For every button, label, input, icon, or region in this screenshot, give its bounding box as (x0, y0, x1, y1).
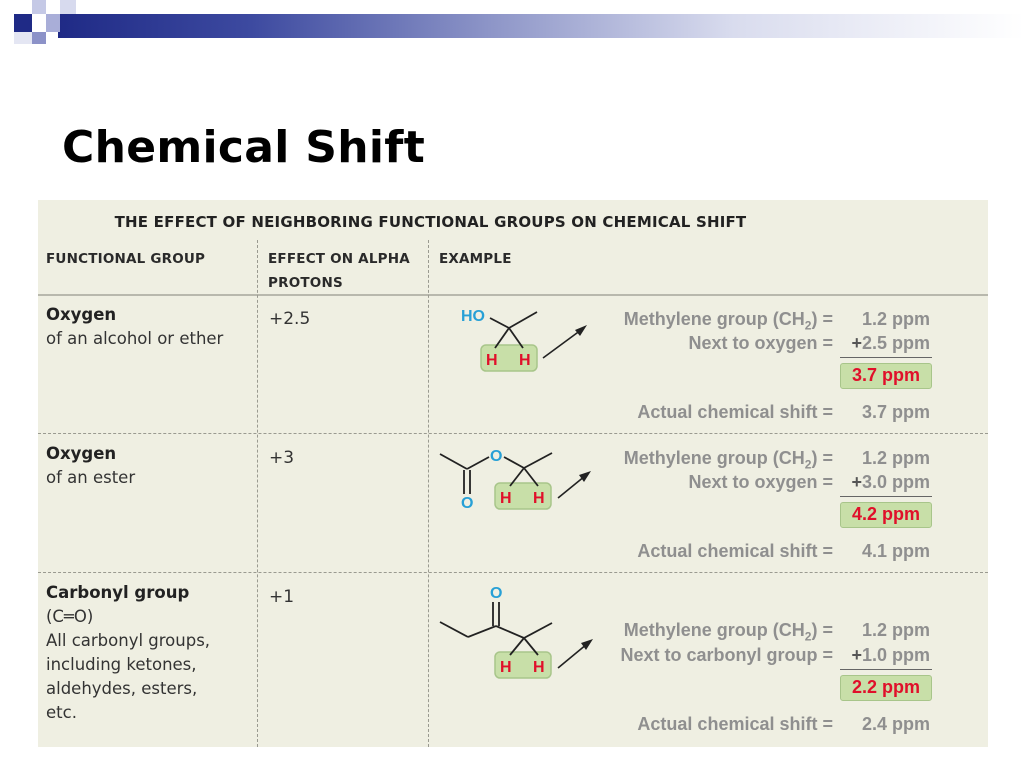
actual-shift-label: Actual chemical shift = (637, 714, 833, 734)
predicted-shift: 4.2 ppm (840, 502, 932, 528)
row-3-functional-group (46, 581, 210, 725)
group-title: Carbonyl group (46, 583, 190, 602)
neighbor-effect-value: +2.5 ppm (851, 333, 930, 353)
row-2-effect: +3 (269, 448, 295, 468)
ester-oxygen-label: O (490, 448, 503, 465)
neighbor-effect-label: Next to oxygen = (688, 472, 833, 492)
sum-rule (840, 357, 932, 358)
group-description: All carbonyl groups, (46, 631, 211, 650)
hydrogen-atom-label: H (500, 490, 512, 507)
bond (440, 454, 467, 469)
actual-shift-value: 4.1 ppm (861, 541, 930, 561)
hydrogen-atom-label: H (533, 490, 545, 507)
row-1-alcohol-structure (453, 300, 628, 380)
actual-shift-label: Actual chemical shift = (637, 402, 833, 422)
methylene-label: Methylene group $(CH_2)$ = (623, 448, 833, 472)
methylene-value: 1.2 ppm (861, 448, 930, 468)
group-title: Oxygen (46, 305, 117, 324)
table-heading: THE EFFECT OF NEIGHBORING FUNCTIONAL GROUPS ON CHEMICAL SHIFT (114, 213, 747, 231)
column-header-effect-line: PROTONS (268, 275, 343, 291)
neighbor-effect-label: Next to carbonyl group = (620, 645, 833, 665)
column-header-example: EXAMPLE (439, 251, 512, 267)
bond (509, 312, 537, 328)
deco-square (14, 14, 32, 32)
predicted-shift: 2.2 ppm (840, 675, 932, 701)
methylene-label: Methylene group $(CH_2)$ = (623, 309, 833, 333)
methylene-label: Methylene group $(CH_2)$ = (623, 620, 833, 644)
carbonyl-oxygen-label: O (490, 585, 503, 602)
actual-shift-value: 2.4 ppm (861, 714, 930, 734)
group-description: of an ester (46, 468, 136, 487)
column-divider (428, 240, 429, 747)
row-3-ketone-structure (438, 582, 628, 687)
hydrogen-atom-label: H (533, 659, 545, 676)
sum-rule (840, 669, 932, 670)
bond (440, 622, 468, 637)
group-description: including ketones, (46, 655, 197, 674)
group-title: Oxygen (46, 444, 117, 463)
row-2-functional-group (46, 442, 135, 490)
bond (524, 453, 552, 468)
row-divider (38, 433, 988, 434)
column-header-effect (268, 247, 428, 295)
deco-square (32, 32, 46, 44)
hydrogen-atom-label: H (486, 352, 498, 369)
pointer-arrow (543, 330, 581, 358)
column-divider (257, 240, 258, 747)
row-divider (38, 572, 988, 573)
deco-square (60, 0, 76, 14)
slide-title: Chemical Shift (62, 122, 426, 173)
pointer-arrow (558, 476, 585, 498)
carbonyl-oxygen-label: O (461, 495, 474, 512)
row-1-functional-group (46, 303, 223, 351)
actual-shift-label: Actual chemical shift = (637, 541, 833, 561)
methylene-value: 1.2 ppm (861, 620, 930, 640)
bond (468, 626, 496, 637)
bond (524, 623, 552, 638)
hydrogen-atom-label: H (500, 659, 512, 676)
hydrogen-atom-label: H (519, 352, 531, 369)
group-description: of an alcohol or ether (46, 329, 224, 348)
neighbor-effect-value: +1.0 ppm (851, 645, 930, 665)
header-divider (38, 294, 988, 296)
column-header-effect-line: EFFECT ON ALPHA (268, 251, 410, 267)
hydroxyl-atom-label: HO (461, 308, 485, 325)
sum-rule (840, 496, 932, 497)
bond (504, 457, 524, 468)
predicted-shift: 3.7 ppm (840, 363, 932, 389)
bond (467, 457, 489, 469)
group-description: (C═O) (46, 607, 94, 626)
deco-square (32, 0, 46, 14)
row-2-ester-structure (438, 440, 628, 520)
deco-square (46, 14, 60, 32)
gradient-band (58, 14, 1024, 38)
group-description: aldehydes, esters, (46, 679, 198, 698)
row-3-effect: +1 (269, 587, 295, 607)
column-header-group: FUNCTIONAL GROUP (46, 251, 206, 267)
pointer-arrow (558, 644, 587, 668)
bond (490, 318, 509, 328)
bond (496, 626, 524, 638)
group-description: etc. (46, 703, 77, 722)
actual-shift-value: 3.7 ppm (861, 402, 930, 422)
slide-header-decoration (0, 0, 1024, 48)
deco-square (14, 32, 32, 44)
row-1-effect: +2.5 (269, 309, 311, 329)
arrowhead-icon (575, 325, 587, 336)
neighbor-effect-label: Next to oxygen = (688, 333, 833, 353)
neighbor-effect-value: +3.0 ppm (851, 472, 930, 492)
methylene-value: 1.2 ppm (861, 309, 930, 329)
chemical-shift-table (38, 200, 988, 747)
